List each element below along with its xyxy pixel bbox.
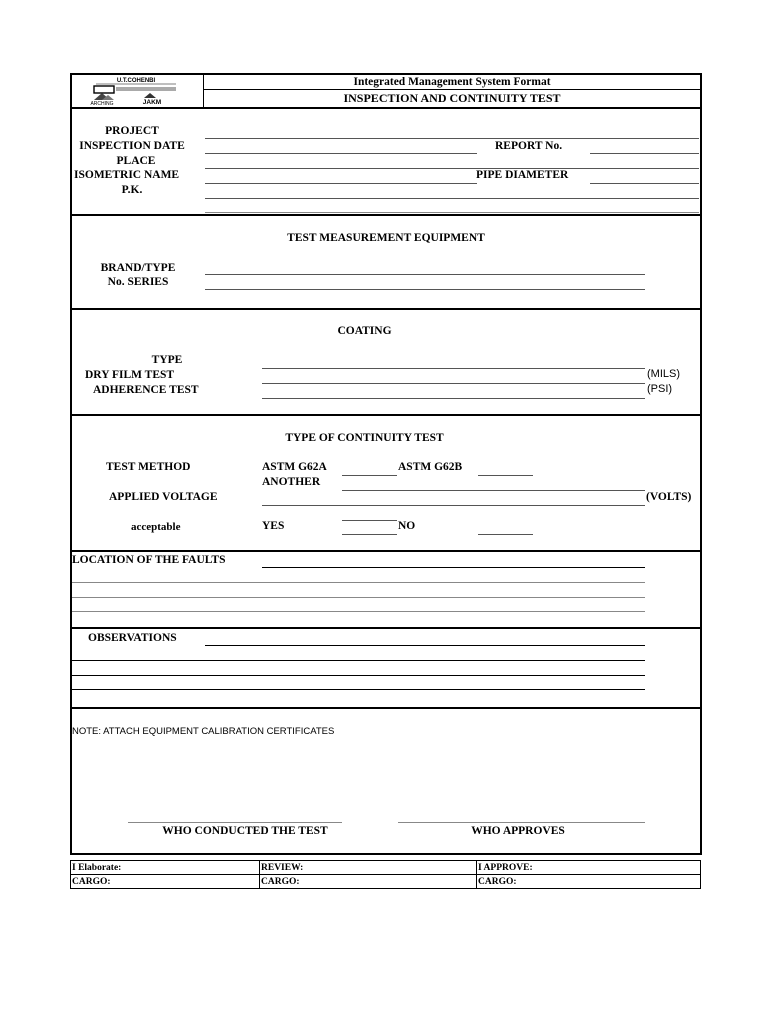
brand-type-field[interactable] (205, 260, 645, 274)
who-approves-label: WHO APPROVES (471, 825, 565, 837)
continuity-title: TYPE OF CONTINUITY TEST (285, 432, 444, 444)
no-label: NO (398, 520, 416, 532)
faults-line-3 (72, 597, 645, 598)
cargo-label-2: CARGO: (261, 877, 300, 887)
applied-voltage-field[interactable] (262, 491, 645, 505)
adherence-test-field[interactable] (262, 384, 645, 398)
applied-voltage-label: APPLIED VOLTAGE (109, 491, 218, 503)
acceptable-label: acceptable (131, 521, 181, 533)
astm-g62b-mark[interactable] (478, 461, 533, 475)
astm-g62a-label: ASTM G62A (262, 461, 327, 473)
equipment-title: TEST MEASUREMENT EQUIPMENT (287, 232, 485, 244)
who-conducted-label: WHO CONDUCTED THE TEST (162, 825, 328, 837)
cargo-field-1[interactable] (112, 875, 257, 887)
isometric-name-label: ISOMETRIC NAME (74, 169, 180, 181)
review-label: REVIEW: (261, 863, 304, 873)
observations-line-3 (72, 675, 645, 676)
project-field[interactable] (205, 124, 699, 138)
footer-table-bottom (70, 888, 701, 889)
header-divider (203, 89, 701, 90)
coating-title: COATING (337, 325, 392, 337)
applied-voltage-line (262, 505, 645, 506)
logo-top-text: U.T.COHENBI (116, 78, 156, 84)
no-series-field[interactable] (205, 275, 645, 289)
voltage-unit: (VOLTS) (646, 491, 692, 503)
general-extra-line (205, 212, 699, 213)
frame-right (700, 73, 702, 855)
elaborate-label: I Elaborate: (72, 863, 122, 873)
adherence-unit: (PSI) (647, 383, 673, 395)
logo-right-text: JAKM (142, 99, 162, 106)
approve-label: I APPROVE: (478, 863, 533, 873)
observations-line-2 (72, 660, 645, 661)
yes-mark[interactable] (342, 506, 397, 520)
no-line (478, 534, 533, 535)
coating-type-label: TYPE (151, 354, 183, 366)
footer-col-0 (70, 860, 71, 888)
dry-film-unit: (MILS) (647, 368, 680, 380)
approve-field[interactable] (536, 861, 698, 873)
pk-line (205, 198, 699, 199)
cargo-field-3[interactable] (519, 875, 698, 887)
approver-signature-line (398, 822, 645, 823)
faults-line-4 (72, 611, 645, 612)
another-field[interactable] (342, 476, 645, 490)
logo-graphic-icon (86, 76, 186, 106)
faults-line-1 (262, 567, 645, 568)
elaborate-field[interactable] (130, 861, 257, 873)
section-divider-6 (70, 707, 702, 709)
adherence-test-label: ADHERENCE TEST (93, 384, 199, 396)
observations-line-4 (72, 689, 645, 690)
coating-type-field[interactable] (262, 354, 645, 368)
conductor-signature-area[interactable] (128, 800, 342, 822)
inspection-date-field[interactable] (205, 139, 477, 153)
adherence-test-line (262, 398, 645, 399)
pk-label: P.K. (121, 184, 143, 196)
place-label: PLACE (116, 155, 156, 167)
cargo-label-1: CARGO: (72, 877, 111, 887)
inspection-date-label: INSPECTION DATE (79, 140, 185, 152)
astm-g62a-mark[interactable] (342, 461, 397, 475)
test-method-label: TEST METHOD (106, 461, 191, 473)
logo-left-text: ARCHING (90, 101, 114, 106)
dry-film-test-field[interactable] (262, 369, 645, 383)
observations-title: OBSERVATIONS (88, 632, 177, 644)
review-field[interactable] (306, 861, 474, 873)
another-label: ANOTHER (262, 476, 321, 488)
faults-line-2 (72, 582, 645, 583)
section-divider-3 (70, 414, 702, 416)
report-no-label: REPORT No. (495, 140, 563, 152)
place-field[interactable] (205, 154, 699, 168)
no-mark[interactable] (478, 520, 533, 534)
section-divider-4 (70, 550, 702, 552)
no-series-label: No. SERIES (107, 276, 169, 288)
section-divider-5 (70, 627, 702, 629)
pk-field[interactable] (205, 184, 699, 198)
system-format-title: Integrated Management System Format (353, 76, 551, 88)
brand-type-label: BRAND/TYPE (100, 262, 176, 274)
cargo-label-3: CARGO: (478, 877, 517, 887)
report-no-field[interactable] (590, 139, 699, 153)
project-label: PROJECT (105, 125, 159, 137)
dry-film-test-label: DRY FILM TEST (85, 369, 175, 381)
frame-header-bottom (70, 107, 702, 109)
approver-signature-area[interactable] (398, 800, 645, 822)
company-logo (86, 76, 186, 106)
footer-col-3 (700, 860, 701, 888)
isometric-name-field[interactable] (205, 169, 477, 183)
pipe-diameter-field[interactable] (590, 169, 699, 183)
no-series-line (205, 289, 645, 290)
yes-label: YES (262, 520, 285, 532)
yes-line-bottom (342, 534, 397, 535)
calibration-note: NOTE: ATTACH EQUIPMENT CALIBRATION CERTIFICATES (72, 726, 335, 737)
cargo-field-2[interactable] (302, 875, 474, 887)
conductor-signature-line (128, 822, 342, 823)
section-divider-1 (70, 214, 702, 216)
footer-col-1 (259, 860, 260, 888)
astm-g62b-label: ASTM G62B (398, 461, 463, 473)
footer-col-2 (476, 860, 477, 888)
page-title: INSPECTION AND CONTINUITY TEST (343, 91, 561, 105)
faults-title: LOCATION OF THE FAULTS (72, 554, 226, 566)
section-divider-2 (70, 308, 702, 310)
pipe-diameter-label: PIPE DIAMETER (476, 169, 569, 181)
yes-line-top (342, 520, 397, 521)
frame-bottom (70, 853, 702, 855)
observations-line-1 (205, 645, 645, 646)
